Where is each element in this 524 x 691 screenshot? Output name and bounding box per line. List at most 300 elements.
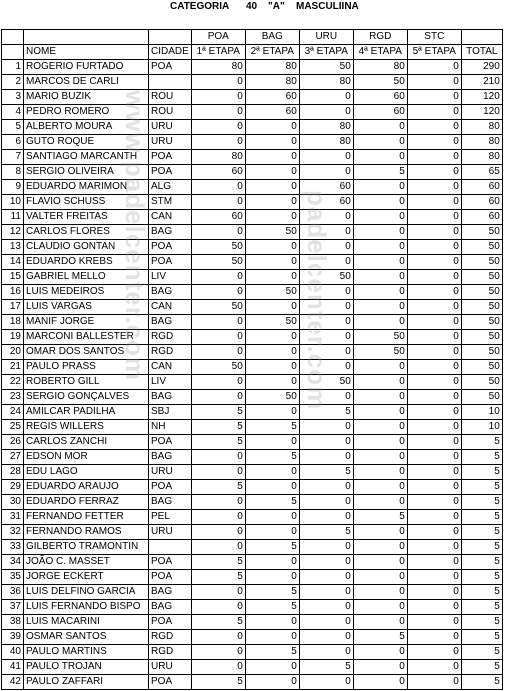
stage-points-2: 0 (245, 629, 299, 644)
stage-points-1: 5 (191, 674, 245, 689)
stage-points-3: 5 (299, 659, 353, 674)
stage-points-4: 0 (353, 254, 407, 269)
stage-points-4: 0 (353, 449, 407, 464)
total-points: 10 (461, 419, 502, 434)
row-index: 31 (2, 509, 24, 524)
table-row (2, 629, 503, 644)
row-index: 21 (2, 359, 24, 374)
stage-points-4: 0 (353, 224, 407, 239)
blank-cell (149, 29, 192, 44)
page-title (0, 0, 524, 14)
player-name: GUTO ROQUE (24, 134, 149, 149)
stage-points-3: 0 (299, 554, 353, 569)
row-index: 1 (2, 59, 24, 74)
player-name: EDUARDO MARIMON (24, 179, 149, 194)
stage-points-2: 5 (245, 539, 299, 554)
stage-points-5: 0 (407, 434, 461, 449)
blank-cell (407, 15, 461, 29)
watermark-text-secondary: www.padelcenter.com (120, 90, 150, 382)
stage-points-5: 0 (407, 149, 461, 164)
player-name: SANTIAGO MARCANTH (24, 149, 149, 164)
player-name: EDUARDO KREBS (24, 254, 149, 269)
stage-city-row (2, 29, 503, 44)
player-name: JOÃO C. MASSET (24, 554, 149, 569)
stage-points-2: 0 (245, 119, 299, 134)
row-index: 24 (2, 404, 24, 419)
stage-points-5: 0 (407, 374, 461, 389)
stage-points-3: 0 (299, 539, 353, 554)
player-name: PAULO MARTINS (24, 644, 149, 659)
total-points: 50 (461, 374, 502, 389)
stage-points-3: 0 (299, 299, 353, 314)
table-row (2, 419, 503, 434)
stage-points-2: 60 (245, 104, 299, 119)
stage-points-5: 0 (407, 329, 461, 344)
table-row (2, 464, 503, 479)
player-city: CAN (149, 359, 192, 374)
stage-points-2: 0 (245, 434, 299, 449)
row-index: 23 (2, 389, 24, 404)
total-points: 50 (461, 269, 502, 284)
player-city: POA (149, 674, 192, 689)
total-points: 5 (461, 644, 502, 659)
stage-points-3: 80 (299, 74, 353, 89)
table-row (2, 479, 503, 494)
blank-cell (24, 29, 149, 44)
stage-points-5: 0 (407, 164, 461, 179)
stage-points-1: 0 (191, 314, 245, 329)
player-city: BAG (149, 284, 192, 299)
player-city: URU (149, 524, 192, 539)
stage-points-4: 0 (353, 134, 407, 149)
total-points: 5 (461, 449, 502, 464)
stage-points-1: 50 (191, 239, 245, 254)
stage-points-4: 60 (353, 89, 407, 104)
header-total: TOTAL (461, 44, 502, 59)
stage-points-4: 50 (353, 74, 407, 89)
stage-points-4: 50 (353, 329, 407, 344)
title-category-gender: MASCULIINA (296, 1, 359, 12)
player-name: LUIS MEDEIROS (24, 284, 149, 299)
stage-points-1: 60 (191, 209, 245, 224)
stage-points-2: 50 (245, 314, 299, 329)
table-row (2, 119, 503, 134)
stage-points-4: 0 (353, 269, 407, 284)
total-points: 5 (461, 584, 502, 599)
stage-points-2: 0 (245, 164, 299, 179)
row-index: 37 (2, 599, 24, 614)
stage-points-3: 5 (299, 464, 353, 479)
stage-points-3: 0 (299, 329, 353, 344)
stage-points-4: 0 (353, 659, 407, 674)
stage-points-1: 0 (191, 464, 245, 479)
row-index: 22 (2, 374, 24, 389)
total-points: 50 (461, 344, 502, 359)
stage-points-5: 0 (407, 629, 461, 644)
table-row (2, 284, 503, 299)
stage-points-1: 0 (191, 539, 245, 554)
player-name: LUIS FERNANDO BISPO (24, 599, 149, 614)
total-points: 60 (461, 179, 502, 194)
stage-points-5: 0 (407, 569, 461, 584)
stage-points-2: 5 (245, 599, 299, 614)
total-points: 80 (461, 149, 502, 164)
stage-points-5: 0 (407, 614, 461, 629)
player-city: POA (149, 434, 192, 449)
stage-points-1: 0 (191, 524, 245, 539)
stage-points-5: 0 (407, 254, 461, 269)
stage-points-4: 0 (353, 539, 407, 554)
player-name: FERNANDO RAMOS (24, 524, 149, 539)
stage-points-3: 0 (299, 89, 353, 104)
table-row (2, 194, 503, 209)
table-row (2, 539, 503, 554)
row-index: 16 (2, 284, 24, 299)
row-index: 4 (2, 104, 24, 119)
player-city: BAG (149, 449, 192, 464)
player-name: VALTER FREITAS (24, 209, 149, 224)
header-etapa-3: 3ª ETAPA (299, 44, 353, 59)
stage-points-1: 80 (191, 149, 245, 164)
stage-points-5: 0 (407, 269, 461, 284)
stage-points-3: 0 (299, 359, 353, 374)
stage-points-3: 0 (299, 629, 353, 644)
stage-points-5: 0 (407, 494, 461, 509)
player-name: OMAR DOS SANTOS (24, 344, 149, 359)
stage-points-5: 0 (407, 89, 461, 104)
stage-points-5: 0 (407, 674, 461, 689)
stage-points-4: 0 (353, 149, 407, 164)
stage-points-2: 5 (245, 644, 299, 659)
row-index: 38 (2, 614, 24, 629)
table-row (2, 644, 503, 659)
stage-points-2: 0 (245, 179, 299, 194)
stage-points-3: 0 (299, 599, 353, 614)
stage-points-1: 5 (191, 434, 245, 449)
stage-points-2: 80 (245, 59, 299, 74)
stage-points-3: 0 (299, 644, 353, 659)
header-row (2, 44, 503, 59)
table-row (2, 494, 503, 509)
player-city: RGD (149, 329, 192, 344)
title-category-group: "A" (268, 1, 285, 12)
player-name: MARIO BUZIK (24, 89, 149, 104)
stage-points-1: 0 (191, 599, 245, 614)
row-index: 39 (2, 629, 24, 644)
player-city: CAN (149, 209, 192, 224)
stage-points-1: 0 (191, 284, 245, 299)
table-row (2, 404, 503, 419)
player-name: MARCONI BALLESTER (24, 329, 149, 344)
stage-points-4: 0 (353, 299, 407, 314)
stage-points-2: 0 (245, 524, 299, 539)
stage-points-2: 0 (245, 194, 299, 209)
player-city: BAG (149, 584, 192, 599)
stage-points-2: 0 (245, 269, 299, 284)
stage-points-4: 0 (353, 374, 407, 389)
stage-points-2: 60 (245, 89, 299, 104)
stage-points-2: 0 (245, 404, 299, 419)
stage-points-2: 5 (245, 449, 299, 464)
stage-points-5: 0 (407, 239, 461, 254)
player-name: CARLOS FLORES (24, 224, 149, 239)
player-name: EDUARDO FERRAZ (24, 494, 149, 509)
player-name: REGIS WILLERS (24, 419, 149, 434)
stage-points-4: 80 (353, 59, 407, 74)
header-etapa-2: 2ª ETAPA (245, 44, 299, 59)
stage-points-1: 0 (191, 329, 245, 344)
player-city (149, 539, 192, 554)
stage-points-1: 5 (191, 479, 245, 494)
table-row (2, 299, 503, 314)
row-index: 30 (2, 494, 24, 509)
row-index: 32 (2, 524, 24, 539)
stage-points-1: 0 (191, 509, 245, 524)
player-name: EDUARDO ARAUJO (24, 479, 149, 494)
total-points: 5 (461, 464, 502, 479)
stage-points-2: 50 (245, 224, 299, 239)
stage-points-4: 0 (353, 389, 407, 404)
total-points: 120 (461, 104, 502, 119)
total-points: 80 (461, 134, 502, 149)
stage-points-3: 0 (299, 149, 353, 164)
stage-points-3: 0 (299, 449, 353, 464)
stage-points-4: 0 (353, 314, 407, 329)
blank-cell (353, 15, 407, 29)
table-row (2, 344, 503, 359)
stage-points-5: 0 (407, 119, 461, 134)
stage-points-4: 0 (353, 494, 407, 509)
total-points: 5 (461, 629, 502, 644)
row-index: 28 (2, 464, 24, 479)
row-index: 2 (2, 74, 24, 89)
stage-points-2: 0 (245, 464, 299, 479)
spacer-row (2, 15, 503, 29)
player-city: POA (149, 614, 192, 629)
blank-cell (24, 15, 149, 29)
player-city: LIV (149, 269, 192, 284)
player-name: EDU LAGO (24, 464, 149, 479)
player-name: PAULO TROJAN (24, 659, 149, 674)
table-row (2, 149, 503, 164)
row-index: 25 (2, 419, 24, 434)
stage-points-5: 0 (407, 59, 461, 74)
stage-points-4: 0 (353, 554, 407, 569)
stage-points-5: 0 (407, 509, 461, 524)
table-row (2, 524, 503, 539)
player-name: LUIS DELFINO GARCIA (24, 584, 149, 599)
blank-cell (461, 15, 502, 29)
player-name: CLAUDIO GONTAN (24, 239, 149, 254)
stage-points-5: 0 (407, 599, 461, 614)
player-city: URU (149, 659, 192, 674)
player-name: ROGERIO FURTADO (24, 59, 149, 74)
player-city: BAG (149, 599, 192, 614)
table-row (2, 509, 503, 524)
stage-points-4: 5 (353, 509, 407, 524)
stage-points-1: 5 (191, 569, 245, 584)
total-points: 5 (461, 614, 502, 629)
stage-points-5: 0 (407, 449, 461, 464)
total-points: 50 (461, 284, 502, 299)
total-points: 50 (461, 389, 502, 404)
player-name: SERGIO OLIVEIRA (24, 164, 149, 179)
stage-points-5: 0 (407, 554, 461, 569)
table-row (2, 239, 503, 254)
row-index: 27 (2, 449, 24, 464)
player-city: CAN (149, 299, 192, 314)
stage-points-3: 50 (299, 59, 353, 74)
stage-points-4: 60 (353, 104, 407, 119)
stage-points-3: 5 (299, 524, 353, 539)
stage-city-2: BAG (245, 29, 299, 44)
stage-points-4: 0 (353, 119, 407, 134)
stage-points-4: 5 (353, 164, 407, 179)
stage-points-3: 0 (299, 434, 353, 449)
table-row (2, 104, 503, 119)
player-name: GABRIEL MELLO (24, 269, 149, 284)
total-points: 5 (461, 434, 502, 449)
stage-points-3: 0 (299, 569, 353, 584)
player-name: SERGIO GONÇALVES (24, 389, 149, 404)
stage-points-5: 0 (407, 389, 461, 404)
player-city: POA (149, 554, 192, 569)
blank-cell (2, 29, 24, 44)
blank-cell (245, 15, 299, 29)
stage-points-1: 5 (191, 554, 245, 569)
stage-points-3: 50 (299, 374, 353, 389)
ranking-table (1, 15, 503, 690)
stage-points-3: 0 (299, 344, 353, 359)
header-etapa-4: 4ª ETAPA (353, 44, 407, 59)
stage-points-4: 0 (353, 434, 407, 449)
player-name: GILBERTO TRAMONTIN (24, 539, 149, 554)
stage-points-4: 0 (353, 404, 407, 419)
stage-points-1: 0 (191, 179, 245, 194)
row-index: 6 (2, 134, 24, 149)
table-row (2, 554, 503, 569)
stage-points-2: 0 (245, 374, 299, 389)
stage-points-3: 5 (299, 404, 353, 419)
stage-points-3: 50 (299, 269, 353, 284)
player-city: URU (149, 119, 192, 134)
total-points: 290 (461, 59, 502, 74)
player-name: PEDRO ROMERO (24, 104, 149, 119)
stage-points-5: 0 (407, 209, 461, 224)
stage-points-1: 5 (191, 404, 245, 419)
stage-points-4: 5 (353, 629, 407, 644)
player-city: BAG (149, 224, 192, 239)
player-name: JORGE ECKERT (24, 569, 149, 584)
player-name: LUIS VARGAS (24, 299, 149, 314)
total-points: 5 (461, 494, 502, 509)
stage-points-2: 5 (245, 584, 299, 599)
stage-points-4: 0 (353, 179, 407, 194)
stage-points-1: 60 (191, 164, 245, 179)
table-row (2, 569, 503, 584)
stage-points-4: 50 (353, 344, 407, 359)
header-etapa-5: 5ª ETAPA (407, 44, 461, 59)
stage-points-2: 0 (245, 569, 299, 584)
stage-points-3: 0 (299, 164, 353, 179)
player-name: MARCOS DE CARLI (24, 74, 149, 89)
stage-points-1: 0 (191, 644, 245, 659)
table-row (2, 74, 503, 89)
player-city: URU (149, 464, 192, 479)
stage-points-4: 0 (353, 584, 407, 599)
stage-points-4: 0 (353, 599, 407, 614)
stage-points-2: 0 (245, 254, 299, 269)
stage-city-3: URU (299, 29, 353, 44)
stage-points-3: 0 (299, 674, 353, 689)
player-city: POA (149, 479, 192, 494)
total-points: 50 (461, 239, 502, 254)
stage-points-4: 0 (353, 644, 407, 659)
stage-points-3: 80 (299, 134, 353, 149)
player-name: FERNANDO FETTER (24, 509, 149, 524)
stage-points-5: 0 (407, 104, 461, 119)
stage-points-2: 0 (245, 659, 299, 674)
stage-points-3: 0 (299, 479, 353, 494)
player-city: RGD (149, 344, 192, 359)
player-city: POA (149, 254, 192, 269)
stage-points-1: 0 (191, 224, 245, 239)
stage-points-3: 0 (299, 254, 353, 269)
stage-points-1: 0 (191, 389, 245, 404)
row-index: 11 (2, 209, 24, 224)
watermark-text: padelcenter.com (302, 190, 332, 411)
stage-points-1: 5 (191, 419, 245, 434)
stage-points-3: 0 (299, 494, 353, 509)
table-row (2, 674, 503, 689)
stage-points-2: 5 (245, 419, 299, 434)
stage-points-5: 0 (407, 524, 461, 539)
player-city: POA (149, 239, 192, 254)
player-city: POA (149, 164, 192, 179)
table-row (2, 314, 503, 329)
table-row (2, 209, 503, 224)
stage-points-2: 0 (245, 149, 299, 164)
stage-points-3: 0 (299, 104, 353, 119)
stage-points-3: 0 (299, 584, 353, 599)
stage-points-1: 0 (191, 449, 245, 464)
blank-cell (149, 15, 192, 29)
row-index: 26 (2, 434, 24, 449)
row-index: 10 (2, 194, 24, 209)
stage-points-4: 0 (353, 674, 407, 689)
stage-city-4: RGD (353, 29, 407, 44)
stage-points-2: 50 (245, 284, 299, 299)
stage-points-5: 0 (407, 659, 461, 674)
table-row (2, 434, 503, 449)
player-name: MANIF JORGE (24, 314, 149, 329)
total-points: 5 (461, 554, 502, 569)
total-points: 50 (461, 224, 502, 239)
title-category-number: 40 (246, 1, 258, 12)
player-name: AMILCAR PADILHA (24, 404, 149, 419)
stage-points-2: 0 (245, 359, 299, 374)
stage-points-1: 0 (191, 269, 245, 284)
stage-points-5: 0 (407, 464, 461, 479)
stage-points-1: 0 (191, 659, 245, 674)
stage-city-1: POA (191, 29, 245, 44)
title-category-label: CATEGORIA (170, 1, 230, 12)
stage-points-2: 0 (245, 479, 299, 494)
total-points: 5 (461, 674, 502, 689)
stage-points-2: 0 (245, 134, 299, 149)
total-points: 210 (461, 74, 502, 89)
player-city: LIV (149, 374, 192, 389)
